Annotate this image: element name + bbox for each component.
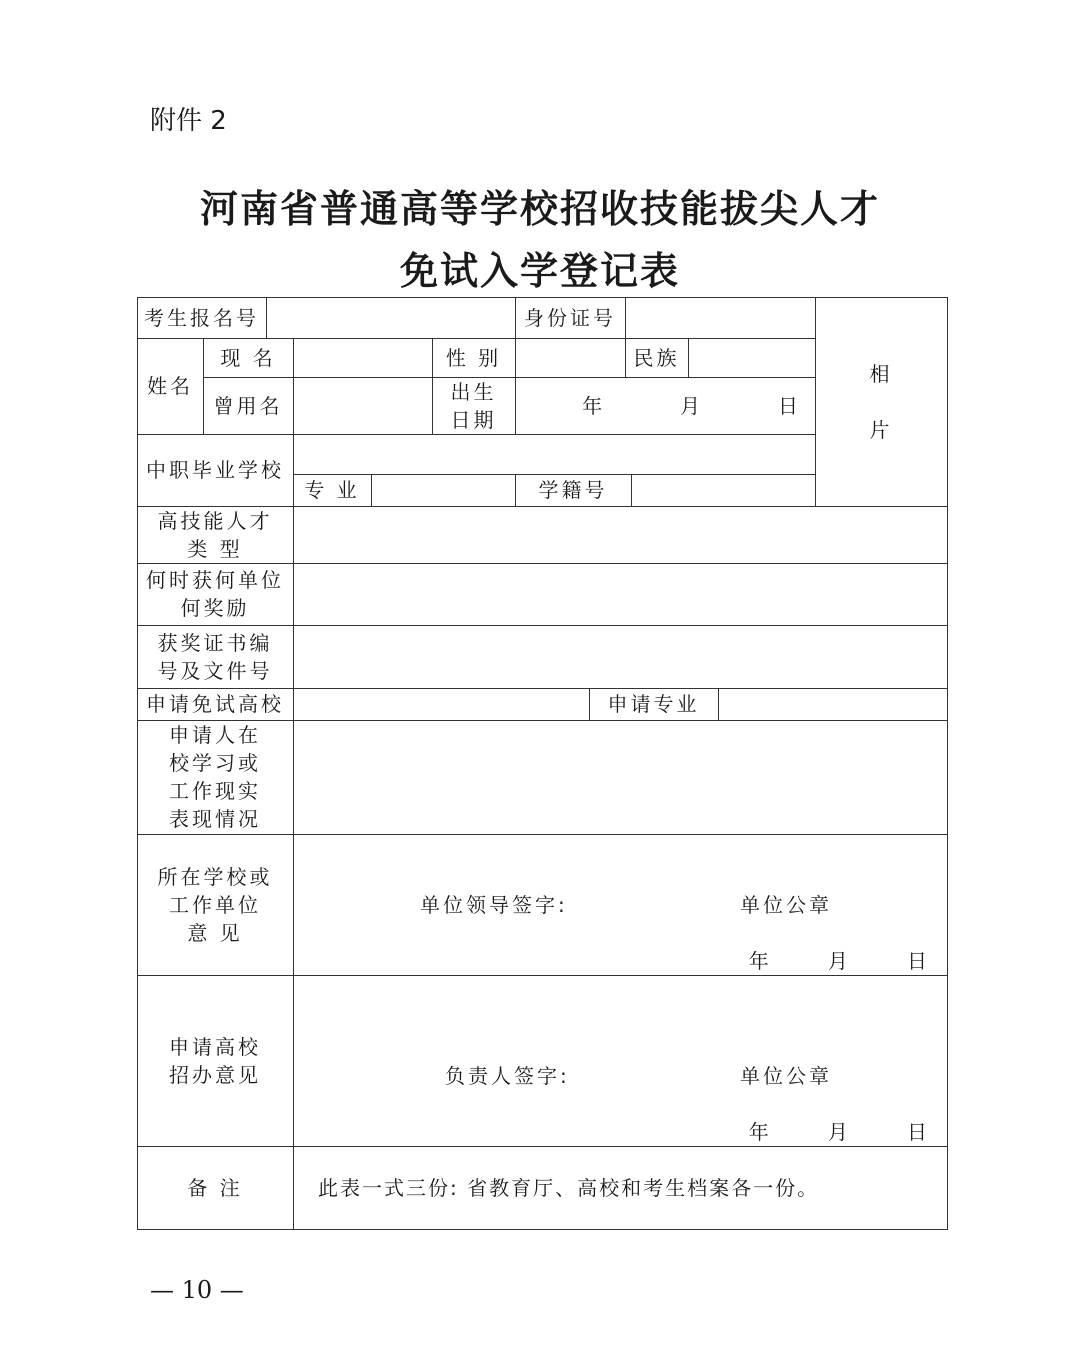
table-border-right [947,297,948,1229]
unit-date: 年 月 日 [748,949,930,973]
performance-label: 申请人在 校学习或 工作现实 表现情况 [169,723,261,831]
unit-seal-label: 单位公章 [740,893,832,917]
ethnicity-field[interactable] [688,338,815,377]
reg-no-label: 考生报名号 [144,305,259,330]
cert-no-field[interactable] [293,625,947,688]
major-field[interactable] [371,474,515,506]
id-no-label: 身份证号 [524,305,616,330]
responsible-sign-label: 负责人签字: [445,1064,570,1088]
table-border-bottom [137,1229,948,1230]
photo-box[interactable]: 相 片 [869,361,893,442]
award-field[interactable] [293,563,947,625]
form-title-line2: 免试入学登记表 [399,248,680,293]
birth-date-field[interactable]: 年 月 日 [582,393,801,418]
current-name-field[interactable] [293,338,432,377]
talent-type-field[interactable] [293,506,947,563]
admission-opinion-label: 申请高校 招办意见 [169,1034,261,1087]
id-no-field[interactable] [625,297,815,338]
apply-major-field[interactable] [718,688,947,720]
admission-seal-label: 单位公章 [740,1064,832,1088]
form-title-line1: 河南省普通高等学校招收技能拔尖人才 [199,186,880,231]
remarks-label: 备 注 [187,1175,243,1200]
admission-date: 年 月 日 [748,1120,930,1144]
former-name-field[interactable] [293,377,432,434]
attachment-label: 附件 2 [150,106,227,136]
birth-date-label: 出生 日期 [450,379,497,432]
unit-opinion-label: 所在学校或 工作单位 意 见 [157,864,273,945]
apply-school-field[interactable] [293,688,589,720]
page-number: — 10 — [150,1276,244,1304]
remarks-text: 此表一式三份: 省教育厅、高校和考生档案各一份。 [318,1175,820,1200]
school-label: 中职毕业学校 [146,458,284,482]
school-field[interactable] [293,434,815,474]
cert-no-label: 获奖证书编 号及文件号 [157,630,273,683]
talent-type-label: 高技能人才 类 型 [157,508,273,561]
gender-label: 性 别 [445,345,502,370]
unit-leader-sign-label: 单位领导签字: [420,893,568,917]
ethnicity-label: 民族 [633,345,680,370]
award-label: 何时获何单位 何奖励 [146,568,284,620]
student-no-label: 学籍号 [538,478,608,502]
performance-field[interactable] [293,720,947,834]
major-label: 专 业 [304,478,360,502]
reg-no-field[interactable] [266,297,515,338]
apply-school-label: 申请免试高校 [146,692,284,716]
name-label: 姓名 [147,374,193,398]
apply-major-label: 申请专业 [607,692,700,716]
current-name-label: 现 名 [220,345,276,370]
former-name-label: 曾用名 [213,393,283,418]
gender-field[interactable] [515,338,625,377]
student-no-field[interactable] [631,474,815,506]
